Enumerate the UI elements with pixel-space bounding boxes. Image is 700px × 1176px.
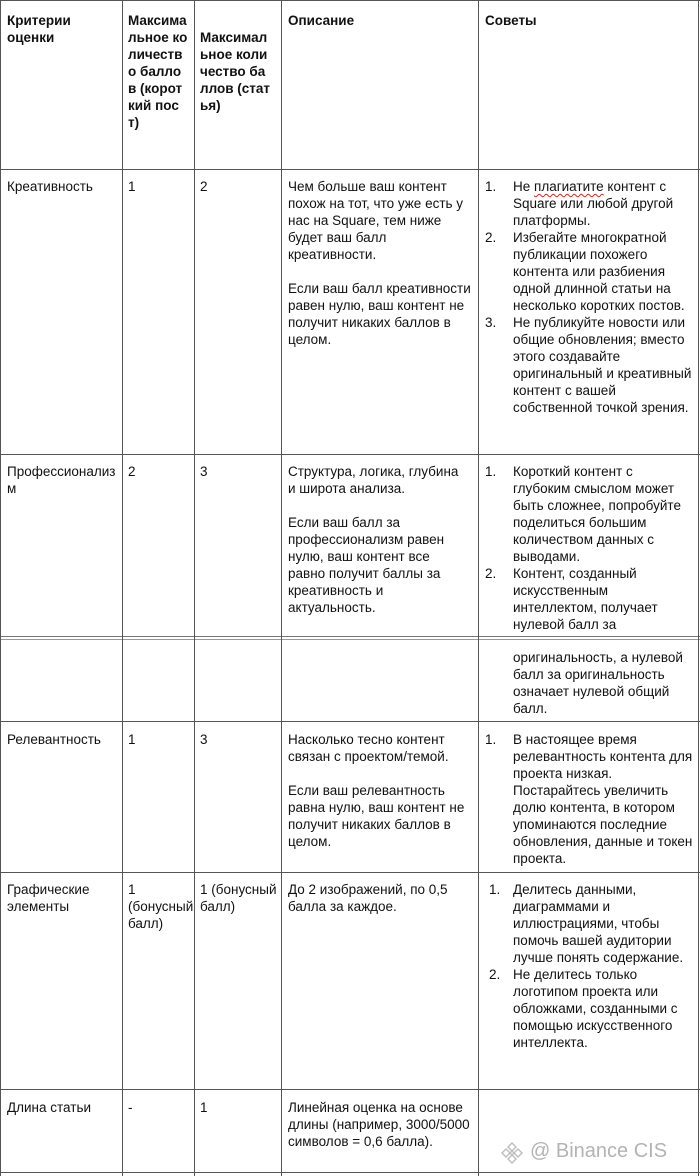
description-paragraph: Если ваш балл за профессионализм равен нулю, ваш контент все равно получит баллы за креативность и актуальность.	[288, 515, 445, 615]
tip-text: Контент, созданный искусственным интеллектом, получает нулевой балл за	[513, 566, 658, 632]
header-criteria: Критерии оценки	[7, 13, 71, 45]
tip-text: Делитесь данными, диаграммами и иллюстрациями, чтобы помочь вашей аудитории лучше понять содержание.	[513, 882, 684, 965]
header-tips: Советы	[485, 13, 537, 28]
max-article-graphics: 1 (бонусный балл)	[200, 882, 277, 914]
description-professionalism	[288, 463, 468, 616]
list-marker: 1.	[485, 732, 497, 747]
table-border-bottom	[0, 1172, 700, 1173]
header-max-short: Максимальное количество баллов (короткий пост)	[128, 13, 188, 130]
list-marker: 2.	[489, 967, 501, 982]
list-marker: 1.	[489, 882, 501, 897]
description-relevance	[288, 731, 470, 850]
list-item	[485, 314, 693, 416]
table-border-top	[0, 0, 700, 1]
col-divider	[194, 0, 195, 1176]
max-short-creativity: 1	[128, 179, 136, 194]
max-short-graphics: 1 (бонусный балл)	[128, 882, 194, 931]
tip-text: Избегайте многократной публикации похожего контента или разбиения одной длинной статьи на несколько коротких постов.	[513, 230, 685, 313]
max-article-creativity: 2	[200, 179, 208, 194]
col-divider	[281, 0, 282, 1176]
tip-text: Не публикуйте новости или общие обновления; вместо этого создавайте оригинальный и креативный контент с вашей собственной точкой зрения.	[513, 315, 692, 415]
watermark-text: @ Binance CIS	[530, 1140, 668, 1162]
list-marker: 3.	[485, 315, 497, 330]
list-item	[485, 229, 693, 314]
list-marker: 2.	[485, 566, 497, 581]
max-short-professionalism: 2	[128, 464, 136, 479]
max-article-relevance: 3	[200, 732, 208, 747]
col-divider	[478, 0, 479, 1176]
row-divider	[0, 721, 700, 722]
tips-list-professionalism	[485, 463, 693, 633]
binance-logo-icon	[500, 1141, 524, 1165]
list-marker: 2.	[485, 230, 497, 245]
max-article-length: 1	[200, 1100, 208, 1115]
description-paragraph: Если ваш релевантность равна нулю, ваш контент не получит никаких баллов в целом.	[288, 783, 465, 849]
list-item	[485, 565, 693, 633]
watermark	[500, 1137, 700, 1165]
criteria-graphics: Графические элементы	[7, 882, 90, 914]
description-length: Линейная оценка на основе длины (например, 3000/5000 символов = 0,6 балла).	[288, 1100, 470, 1149]
tips-list-relevance	[485, 731, 693, 867]
tip-text: Короткий контент с глубоким смыслом может быть сложнее, попробуйте поделиться большим количеством данных с выводами.	[513, 464, 681, 564]
criteria-length: Длина статьи	[7, 1100, 92, 1115]
list-item	[485, 731, 693, 867]
tip-text: В настоящее время релевантность контента для проекта низкая. Постарайтесь увеличить долю контента, в котором упоминаются последние обновления, данные и токен проекта.	[513, 732, 693, 866]
description-paragraph: Насколько тесно контент связан с проектом/темой.	[288, 732, 449, 764]
max-article-professionalism: 3	[200, 464, 208, 479]
description-paragraph: Структура, логика, глубина и широта анализа.	[288, 464, 459, 496]
list-item-continued	[485, 649, 693, 717]
tip-text: оригинальность, а нулевой балл за оригинальность означает нулевой общий балл.	[513, 650, 683, 716]
list-item	[485, 966, 693, 1051]
description-paragraph: Чем больше ваш контент похож на тот, что уже есть у нас на Square, тем ниже будет ваш балл креативности.	[288, 179, 464, 262]
description-paragraph: Если ваш балл креативности равен нулю, ваш контент не получит никаких баллов в целом.	[288, 281, 471, 347]
criteria-professionalism: Профессионализм	[7, 464, 116, 496]
page-break-divider	[0, 636, 700, 637]
row-divider	[0, 454, 700, 455]
header-max-article: Максимальное количество баллов (статья)	[200, 30, 271, 113]
spellcheck-word: плагиатите	[534, 179, 604, 194]
col-divider	[122, 0, 123, 1176]
tips-list-graphics	[485, 881, 693, 1051]
tips-list-creativity	[485, 178, 693, 416]
tip-text: Не делитесь только логотипом проекта или обложками, созданными с помощью искусственного интеллекта.	[513, 967, 678, 1050]
row-divider	[0, 872, 700, 873]
tips-continuation	[485, 649, 693, 717]
list-marker: 1.	[485, 179, 497, 194]
row-divider	[0, 169, 700, 170]
max-short-relevance: 1	[128, 732, 136, 747]
description-graphics: До 2 изображений, по 0,5 балла за каждое.	[288, 882, 448, 914]
tip-text: Не	[513, 179, 535, 194]
list-marker: 1.	[485, 464, 497, 479]
table-border-left	[0, 0, 1, 1176]
description-creativity	[288, 178, 472, 348]
row-divider	[0, 1089, 700, 1090]
list-item	[485, 178, 693, 229]
list-item	[485, 881, 693, 966]
header-description: Описание	[288, 13, 355, 28]
table-border-right	[698, 0, 699, 1176]
tip-text: контент с Square или любой другой платформы.	[513, 179, 674, 228]
criteria-relevance: Релевантность	[7, 732, 101, 747]
list-item	[485, 463, 693, 565]
page-break-divider	[0, 639, 700, 640]
criteria-creativity: Креативность	[7, 179, 93, 194]
max-short-length: -	[128, 1100, 133, 1115]
